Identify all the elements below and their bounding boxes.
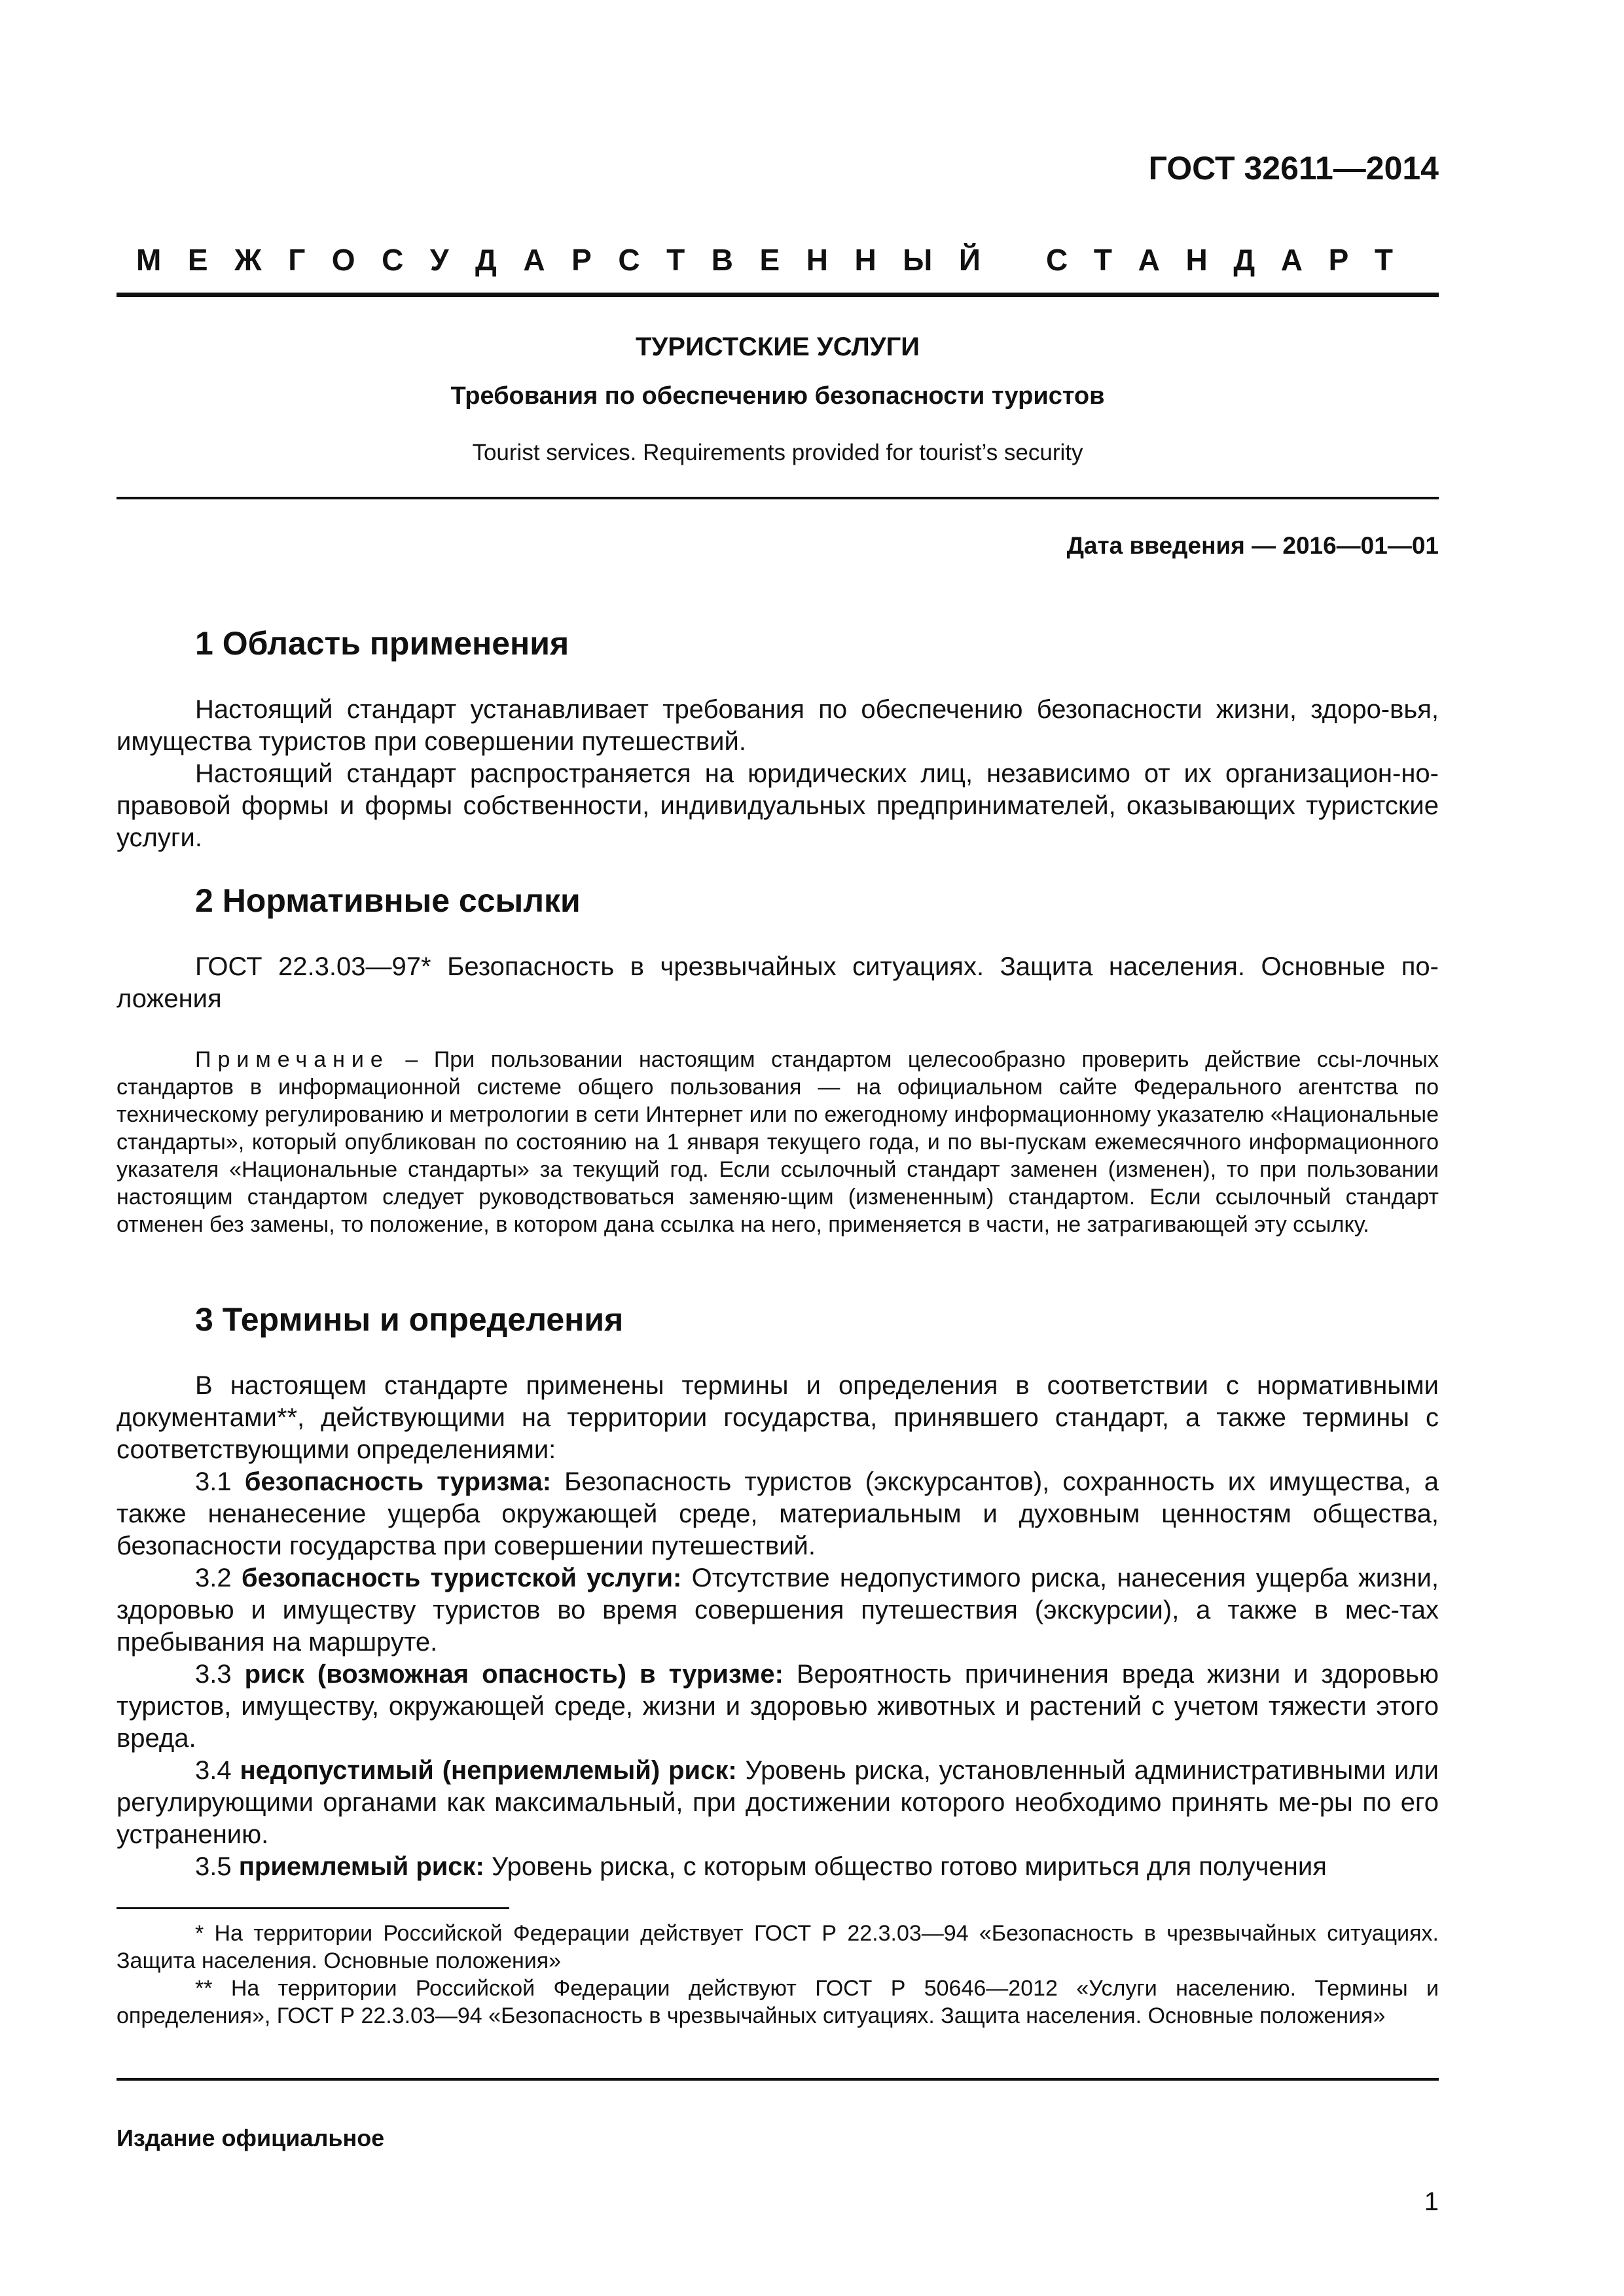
term-name: приемлемый риск:	[238, 1852, 484, 1881]
footnote-separator	[117, 1907, 509, 1909]
term-definition: Безопасность туристов (экскурсантов), сохранность их имущества, а также ненанесение ущерба окружающей среде, материальным и духовным ценностям общества, безопасности государства при совершении путешествий.	[117, 1467, 1439, 1560]
heading-letter: Т	[1374, 243, 1393, 277]
footer-rule	[117, 2078, 1439, 2081]
heading-letter: Т	[1093, 243, 1112, 277]
heading-letter: А	[1138, 243, 1160, 277]
term-definition: Вероятность причинения вреда жизни и здоровью туристов, имуществу, окружающей среде, жизни и здоровью животных и растений с учетом тяжести этого вреда.	[117, 1660, 1439, 1753]
term-entry: 3.1 безопасность туризма: Безопасность туристов (экскурсантов), сохранность их имущества, а также ненанесение ущерба окружающей среде, материальным и духовным ценностям общества, безопасности государства при совершении путешествий.	[117, 1467, 1439, 1560]
term-entry: 3.3 риск (возможная опасность) в туризме: Вероятность причинения вреда жизни и здоровью туристов, имуществу, окружающей среде, жизни и здоровью животных и растений с учетом тяжести этого вреда.	[117, 1660, 1439, 1753]
section-3-body	[117, 1370, 1439, 1883]
term-entry: 3.5 приемлемый риск: Уровень риска, с которым общество готово мириться для получения	[195, 1852, 1327, 1881]
heading-letter: С	[1046, 243, 1068, 277]
heading-letter: Е	[759, 243, 780, 277]
section-1-paragraph: Настоящий стандарт распространяется на юридических лиц, независимо от их организацион-но-правовой формы и формы собственности, индивидуальных предпринимателей, оказывающих туристские услуги.	[117, 759, 1439, 852]
term-entry: 3.2 безопасность туристской услуги: Отсутствие недопустимого риска, нанесения ущерба жизни, здоровью и имуществу туристов во время совершения путешествия (экскурсии), а также в мес-тах пребывания на маршруте.	[117, 1564, 1439, 1657]
introduction-date: Дата введения — 2016—01—01	[1066, 532, 1439, 559]
section-1-paragraph: Настоящий стандарт устанавливает требования по обеспечению безопасности жизни, здоро-вья, имущества туристов при совершении путешествий.	[117, 695, 1439, 756]
term-name: риск (возможная опасность) в туризме:	[244, 1660, 784, 1689]
term-name: безопасность туристской услуги:	[241, 1564, 682, 1592]
standard-word	[1046, 242, 1393, 278]
footnotes	[117, 1920, 1439, 2030]
official-edition-label: Издание официальное	[117, 2125, 385, 2151]
heading-letter: Ы	[903, 243, 933, 277]
heading-letter: Н	[1185, 243, 1208, 277]
term-name: недопустимый (неприемлемый) риск:	[240, 1756, 737, 1785]
document-subtitle: Требования по обеспечению безопасности туристов	[450, 382, 1105, 410]
term-entry: 3.4 недопустимый (неприемлемый) риск: Уровень риска, установленный административными или регулирующими органами как максимальный, при достижении которого необходимо принять ме-ры по его устранению.	[117, 1756, 1439, 1849]
interstate-standard-heading	[136, 242, 1393, 278]
term-name: безопасность туризма:	[244, 1467, 552, 1496]
heading-letter: Т	[666, 243, 685, 277]
heading-letter: Д	[1233, 243, 1255, 277]
heading-letter: А	[1280, 243, 1303, 277]
heading-letter: Р	[1328, 243, 1349, 277]
section-3-intro: В настоящем стандарте применены термины и определения в соответствии с нормативными документами**, действующими на территории государства, принявшего стандарт, а также термины с соответствующими определениями:	[117, 1371, 1439, 1464]
section-1-body	[117, 694, 1439, 854]
header-rule	[117, 293, 1439, 297]
gost-number: ГОСТ 32611—2014	[1148, 150, 1439, 187]
heading-letter: Д	[475, 243, 497, 277]
heading-letter: Г	[288, 243, 306, 277]
heading-letter: М	[136, 243, 162, 277]
note-text: – При пользовании настоящим стандартом целесообразно проверить действие ссы-лочных стандартов в информационной системе общего пользования — на официальном сайте Федерального агентства по техническому регулированию и метрологии в сети Интернет или по ежегодному информационному указателю «Национальные стандарты», который опубликован по состоянию на 1 января текущего года, и по вы-пускам ежемесячного информационного указателя «Национальные стандарты» за текущий год. Если ссылочный стандарт заменен (изменен), то при пользовании настоящим стандартом следует руководствоваться заменяю-щим (измененным) стандартом. Если ссылочный стандарт отменен без замены, то положение, в котором дана ссылка на него, применяется в части, не затрагивающей эту ссылку.	[117, 1047, 1439, 1237]
term-definition: Отсутствие недопустимого риска, нанесения ущерба жизни, здоровью и имуществу туристов во время совершения путешествия (экскурсии), а также в мес-тах пребывания на маршруте.	[117, 1564, 1439, 1657]
normative-reference: ГОСТ 22.3.03—97* Безопасность в чрезвычайных ситуациях. Защита населения. Основные по-ложения	[117, 952, 1439, 1013]
heading-letter: Р	[571, 243, 592, 277]
heading-letter: А	[523, 243, 545, 277]
term-definition: Уровень риска, установленный административными или регулирующими органами как максимальный, при достижении которого необходимо принять ме-ры по его устранению.	[117, 1756, 1439, 1849]
heading-letter: С	[618, 243, 640, 277]
section-2-heading: 2 Нормативные ссылки	[195, 882, 581, 919]
note-label: Примечание	[195, 1047, 389, 1072]
term-definition: Уровень риска, с которым общество готово мириться для получения	[484, 1852, 1327, 1881]
heading-letter: С	[382, 243, 404, 277]
english-title: Tourist services. Requirements provided for tourist’s security	[472, 440, 1083, 465]
title-rule	[117, 497, 1439, 499]
page-number: 1	[1424, 2187, 1439, 2216]
note-block	[117, 1046, 1439, 1238]
heading-letter: О	[331, 243, 355, 277]
heading-letter: Н	[806, 243, 828, 277]
heading-letter: В	[711, 243, 733, 277]
footnote-1: * На территории Российской Федерации действует ГОСТ Р 22.3.03—94 «Безопасность в чрезвычайных ситуациях. Защита населения. Основные положения»	[117, 1921, 1439, 1973]
section-1-heading: 1 Область применения	[195, 625, 569, 662]
heading-letter: У	[429, 243, 449, 277]
heading-letter: Н	[854, 243, 876, 277]
document-title: ТУРИСТСКИЕ УСЛУГИ	[635, 332, 920, 361]
footnote-2: ** На территории Российской Федерации действуют ГОСТ Р 50646—2012 «Услуги населению. Термины и определения», ГОСТ Р 22.3.03—94 «Безопасность в чрезвычайных ситуациях. Защита населения. Основные положения»	[117, 1976, 1439, 2028]
section-3-heading: 3 Термины и определения	[195, 1301, 624, 1338]
heading-letter: Е	[187, 243, 208, 277]
heading-letter: Ж	[234, 243, 262, 277]
heading-letter: Й	[958, 243, 981, 277]
interstate-word	[136, 242, 981, 278]
section-2-body	[117, 951, 1439, 1015]
